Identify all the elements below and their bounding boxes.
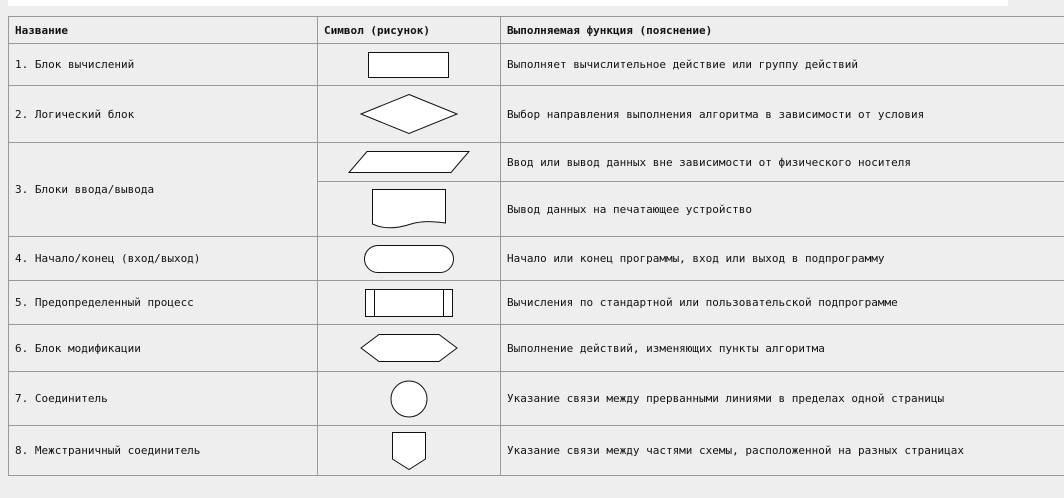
diamond-decision-icon — [359, 93, 459, 135]
row-function: Выбор направления выполнения алгоритма в зависимости от условия — [501, 86, 1064, 143]
circle-connector-icon — [389, 379, 429, 419]
row-function: Указание связи между частями схемы, расположенной на разных страницах — [501, 426, 1064, 476]
table-row — [9, 372, 1064, 426]
offpage-connector-icon — [391, 431, 427, 471]
row-name: 7. Соединитель — [9, 372, 318, 426]
row-symbol — [318, 426, 501, 476]
row-symbol — [318, 44, 501, 86]
header-function: Выполняемая функция (пояснение) — [501, 17, 1064, 44]
row-name: 3. Блоки ввода/вывода — [9, 143, 318, 237]
row-name: 2. Логический блок — [9, 86, 318, 143]
parallelogram-io-icon — [347, 150, 471, 174]
row-function: Вычисления по стандартной или пользовательской подпрограмме — [501, 281, 1064, 325]
flowchart-symbols-table-wrap — [8, 16, 1064, 476]
row-symbol — [318, 237, 501, 281]
header-symbol: Символ (рисунок) — [318, 17, 501, 44]
row-function: Ввод или вывод данных вне зависимости от физического носителя — [501, 143, 1064, 182]
table-row — [9, 44, 1064, 86]
header-name: Название — [9, 17, 318, 44]
row-symbol — [318, 281, 501, 325]
table-row — [9, 86, 1064, 143]
row-name: 5. Предопределенный процесс — [9, 281, 318, 325]
row-name: 1. Блок вычислений — [9, 44, 318, 86]
row-name: 6. Блок модификации — [9, 325, 318, 372]
top-strip — [8, 0, 1008, 6]
row-symbol — [318, 372, 501, 426]
document-output-icon — [371, 188, 447, 230]
row-name: 8. Межстраничный соединитель — [9, 426, 318, 476]
row-name: 4. Начало/конец (вход/выход) — [9, 237, 318, 281]
table-row — [9, 143, 1064, 182]
predefined-process-icon — [364, 288, 454, 318]
terminator-icon — [363, 244, 455, 274]
row-function: Начало или конец программы, вход или выход в подпрограмму — [501, 237, 1064, 281]
hexagon-preparation-icon — [359, 333, 459, 363]
row-function: Указание связи между прерванными линиями в пределах одной страницы — [501, 372, 1064, 426]
table-row — [9, 325, 1064, 372]
table-row — [9, 237, 1064, 281]
table-header-row — [9, 17, 1064, 44]
row-symbol — [318, 182, 501, 237]
rectangle-process-icon — [367, 51, 451, 79]
row-symbol — [318, 143, 501, 182]
table-row — [9, 426, 1064, 476]
flowchart-symbols-table — [8, 16, 1064, 476]
row-function: Вывод данных на печатающее устройство — [501, 182, 1064, 237]
row-function: Выполняет вычислительное действие или группу действий — [501, 44, 1064, 86]
row-function: Выполнение действий, изменяющих пункты алгоритма — [501, 325, 1064, 372]
row-symbol — [318, 86, 501, 143]
row-symbol — [318, 325, 501, 372]
table-row — [9, 281, 1064, 325]
